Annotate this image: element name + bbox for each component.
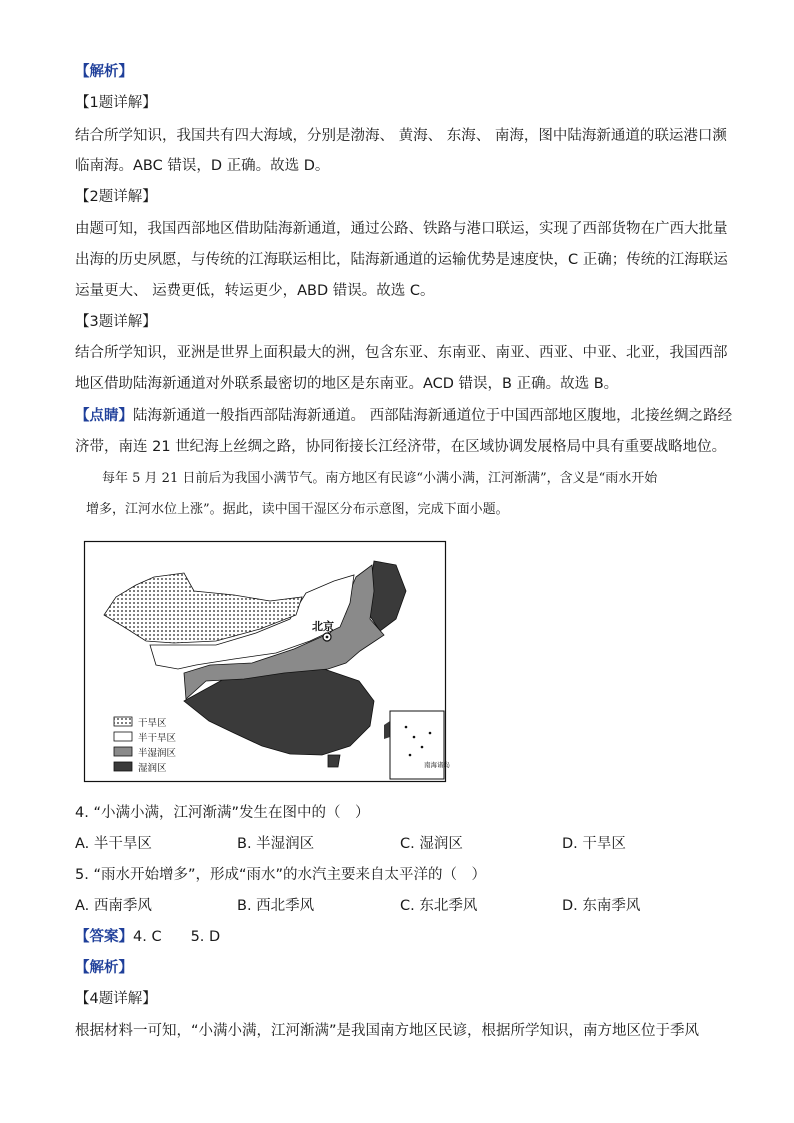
q2-text-line3: 运量更大、 运费更低，转运更少，ABD 错误。故选 C。 bbox=[75, 283, 435, 299]
analysis-heading-2: 【解析】 bbox=[75, 960, 133, 976]
key-point-tag: 【点睛】 bbox=[75, 408, 133, 424]
legend-semi-arid: 半干旱区 bbox=[138, 733, 177, 744]
q4-option-b: B. 半湿润区 bbox=[237, 836, 315, 852]
q5-option-c: C. 东北季风 bbox=[400, 898, 478, 914]
key-point-line1 bbox=[75, 406, 732, 426]
answer-line bbox=[75, 927, 220, 947]
q3-text-line2: 地区借助陆海新通道对外联系最密切的地区是东南亚。ACD 错误，B 正确。故选 B。 bbox=[75, 376, 619, 392]
key-point-text: 陆海新通道一般指西部陆海新通道。 西部陆海新通道位于中国西部地区腹地，北接丝绸之路经 bbox=[133, 408, 733, 424]
inset-label: 南海诸岛 bbox=[424, 761, 450, 769]
q4-text-line1: 根据材料一可知，“小满小满，江河渐满”是我国南方地区民谚，根据所学知识，南方地区位于季风 bbox=[75, 1023, 700, 1039]
q2-detail-heading: 【2题详解】 bbox=[75, 189, 157, 205]
q5-option-d: D. 东南季风 bbox=[562, 898, 641, 914]
q1-text-line2: 临南海。ABC 错误，D 正确。故选 D。 bbox=[75, 158, 330, 174]
material-prompt-line2: 增多，江河水位上涨”。据此，读中国干湿区分布示意图，完成下面小题。 bbox=[86, 502, 509, 517]
q1-text-line1: 结合所学知识，我国共有四大海域，分别是渤海、 黄海、 东海、 南海，图中陆海新通道的联运港口濒 bbox=[75, 128, 727, 144]
analysis-heading: 【解析】 bbox=[75, 64, 133, 80]
q3-text-line1: 结合所学知识，亚洲是世界上面积最大的洲，包含东亚、东南亚、南亚、西亚、中亚、北亚，我国西部 bbox=[75, 345, 728, 361]
answer-text: 4. C 5. D bbox=[133, 929, 221, 945]
q4-option-d: D. 干旱区 bbox=[562, 836, 626, 852]
legend-semi-humid: 半湿润区 bbox=[138, 748, 177, 759]
q2-text-line1: 由题可知，我国西部地区借助陆海新通道，通过公路、铁路与港口联运，实现了西部货物在广西大批量 bbox=[75, 221, 728, 237]
material-prompt-line1: 每年 5 月 21 日前后为我国小满节气。南方地区有民谚“小满小满，江河渐满”，含义是“雨水开始 bbox=[102, 471, 658, 486]
q5-option-b: B. 西北季风 bbox=[237, 898, 315, 914]
legend-humid: 湿润区 bbox=[138, 763, 167, 774]
china-dry-wet-map bbox=[84, 541, 450, 782]
answer-tag: 【答案】 bbox=[75, 929, 133, 945]
q1-detail-heading: 【1题详解】 bbox=[75, 95, 157, 111]
beijing-label: 北京 bbox=[312, 620, 334, 633]
question-5: 5. “雨水开始增多”，形成“雨水”的水汽主要来自太平洋的（ ） bbox=[75, 867, 486, 883]
south-china-sea-inset bbox=[390, 711, 451, 779]
q4-option-c: C. 湿润区 bbox=[400, 836, 463, 852]
q5-option-a: A. 西南季风 bbox=[75, 898, 152, 914]
legend-arid: 干旱区 bbox=[138, 718, 167, 729]
q3-detail-heading: 【3题详解】 bbox=[75, 314, 157, 330]
q2-text-line2: 出海的历史夙愿，与传统的江海联运相比，陆海新通道的运输优势是速度快，C 正确；传统的江海联运 bbox=[75, 252, 728, 268]
key-point-line2: 济带，南连 21 世纪海上丝绸之路，协同衔接长江经济带，在区域协调发展格局中具有重要战略地位。 bbox=[75, 439, 727, 455]
question-4: 4. “小满小满，江河渐满”发生在图中的（ ） bbox=[75, 805, 370, 821]
q4-detail-heading: 【4题详解】 bbox=[75, 991, 157, 1007]
q4-option-a: A. 半干旱区 bbox=[75, 836, 152, 852]
